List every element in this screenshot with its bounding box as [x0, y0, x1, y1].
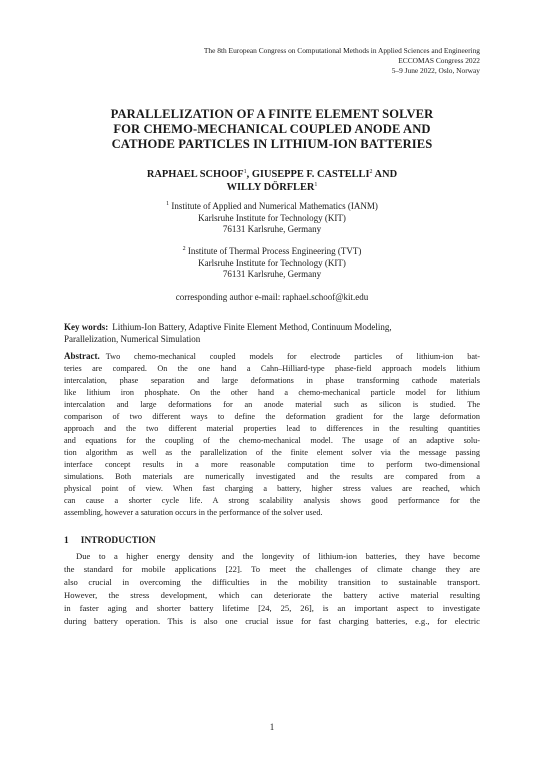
author-name: WILLY DÖRFLER [226, 182, 315, 193]
abstract-line [64, 350, 480, 363]
conference-date-location: 5–9 June 2022, Oslo, Norway [391, 66, 480, 75]
corresponding-email: corresponding author e-mail: raphael.schoof@kit.edu [175, 292, 369, 302]
abstract-line: and equations for the coupling of the chemo-mechanical model. The usage of an adaptive solu- [64, 436, 480, 445]
body-line: during battery operation. This is also one crucial issue for fast charging batteries, e.g., for electric [64, 616, 480, 627]
abstract-line: interface concept results in a more reasonable computation time to perform two-dimensional [64, 460, 480, 469]
affiliation-1 [64, 201, 480, 236]
page-number: 1 [269, 722, 275, 732]
conference-header [204, 46, 480, 76]
abstract-line: like lithium iron phosphate. On the other hand a chemo-mechanical particle model for lithium [64, 388, 480, 397]
author-separator: , [246, 169, 252, 180]
keywords-block [64, 321, 480, 345]
abstract-line: physical point of view. When fast charging a battery, higher stress values are reached, which [64, 484, 480, 493]
keywords-text: Lithium-Ion Battery, Adaptive Finite Element Method, Continuum Modeling, [112, 322, 392, 332]
author-name: RAPHAEL SCHOOF [146, 169, 244, 180]
paper-title [64, 107, 480, 152]
abstract-label: Abstract. [64, 351, 100, 361]
affiliation-line [64, 201, 480, 213]
abstract-line: approach and the two different material properties lead to differences in the resulting quantities [64, 424, 480, 433]
abstract-line: teries are compared. On the one hand a Cahn–Hilliard-type phase-field approach models lithium [64, 364, 480, 373]
body-line: also crucial in overcoming the difficulties in the mobility transition to sustainable transport. [64, 577, 480, 588]
abstract-line: tion algorithm as well as the parallelization of the finite element solver via the message passing [64, 448, 480, 457]
title-line: PARALLELIZATION OF A FINITE ELEMENT SOLVER [110, 107, 434, 121]
keywords-line: Parallelization, Numerical Simulation [64, 334, 201, 344]
section-number: 1 [64, 536, 69, 546]
body-line: in faster aging and shorter battery lifetime [24, 25, 26], is an important aspect to investigate [64, 603, 480, 614]
affiliation-line: Karlsruhe Institute for Technology (KIT) [198, 257, 346, 268]
affiliation-line: Karlsruhe Institute for Technology (KIT) [198, 212, 346, 223]
abstract-line: assembling, however a saturation occurs in the performance of the solver used. [64, 508, 323, 517]
affiliation-institute: Institute of Applied and Numerical Mathematics (IANM) [171, 201, 378, 211]
body-line: However, the stress development, which can deteriorate the battery active material resulting [64, 590, 480, 601]
body-line: Due to a higher energy density and the longevity of lithium-ion batteries, they have become [76, 551, 480, 561]
abstract-line: simulations. Both materials are numerically investigated and the results are compared from a [64, 472, 480, 481]
author-list [64, 168, 480, 194]
keywords-line [64, 321, 480, 333]
conference-name: The 8th European Congress on Computational Methods in Applied Sciences and Engineering [203, 46, 480, 55]
affiliation-2 [64, 246, 480, 281]
author-line [64, 181, 480, 194]
affiliation-mark: 1 [243, 169, 247, 175]
affiliation-mark: 2 [182, 246, 186, 252]
affiliation-line: 76131 Karlsruhe, Germany [222, 224, 322, 235]
abstract-text: Two chemo-mechanical coupled models for electrode particles of lithium-ion bat- [105, 352, 480, 361]
affiliation-institute: Institute of Thermal Process Engineering (TVT) [187, 246, 362, 256]
affiliation-line [64, 246, 480, 258]
abstract-line: can cause a shorter cycle life. A strong scalability analysis shows good performance for the [64, 496, 480, 505]
author-conjunction: AND [372, 169, 398, 180]
abstract-line: intercalation and large deformations for an anode material such as silicon is studied. The [64, 400, 480, 409]
affiliation-mark: 1 [166, 201, 170, 207]
abstract-block [64, 350, 480, 519]
abstract-line: intercalation, phase separation and large deformations in phase transforming cathode materials [64, 376, 480, 385]
body-line: the standard for mobile applications [22]. To meet the challenges of climate change they are [64, 564, 480, 575]
abstract-line: comparison of two different ways to define the deformation gradient for the large deformation [64, 412, 480, 421]
title-line: FOR CHEMO-MECHANICAL COUPLED ANODE AND [113, 122, 431, 136]
conference-short-name: ECCOMAS Congress 2022 [398, 56, 480, 65]
author-name: GIUSEPPE F. CASTELLI [251, 169, 370, 180]
keywords-label: Key words: [64, 322, 109, 332]
author-line [64, 168, 480, 181]
affiliation-line: 76131 Karlsruhe, Germany [222, 269, 322, 280]
affiliation-mark: 2 [369, 169, 373, 175]
section-title: INTRODUCTION [80, 536, 156, 546]
introduction-paragraph [64, 550, 480, 629]
section-heading [64, 535, 156, 547]
affiliation-mark: 1 [314, 182, 318, 188]
title-line: CATHODE PARTICLES IN LITHIUM-ION BATTERIES [111, 137, 433, 151]
